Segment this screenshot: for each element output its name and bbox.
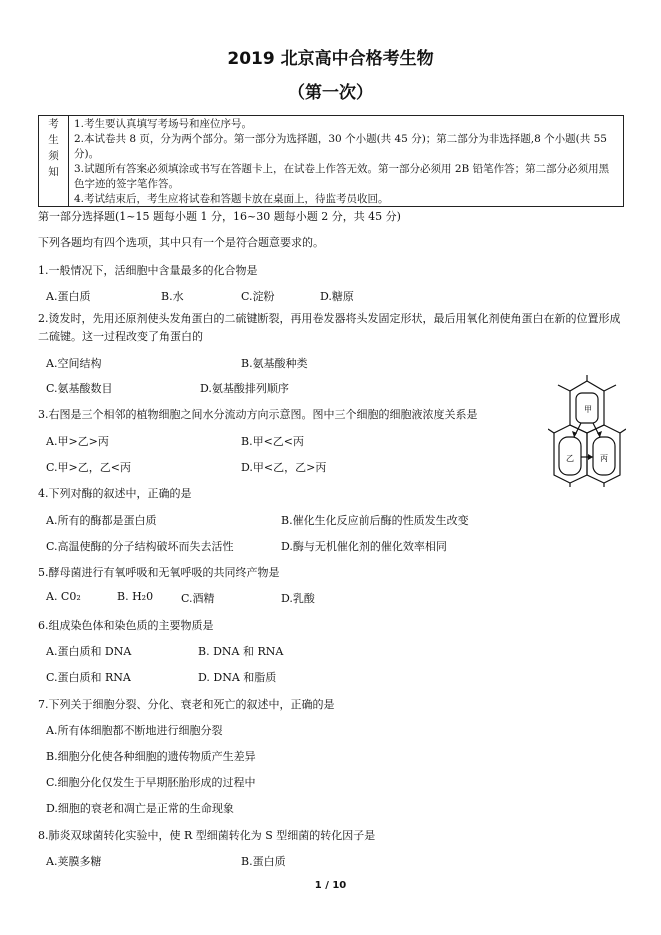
- option: A.所有体细胞都不断地进行细胞分裂: [46, 724, 223, 737]
- cell-label-yi: 乙: [566, 454, 574, 463]
- question-stem: 5.酵母菌进行有氧呼吸和无氧呼吸的共同终产物是: [38, 566, 280, 579]
- option: D.氨基酸排列顺序: [200, 382, 289, 395]
- option: A.空间结构: [46, 357, 102, 370]
- option: A.蛋白质和 DNA: [46, 645, 132, 658]
- notice-item: 1.考生要认真填写考场号和座位序号。: [74, 118, 253, 130]
- option: D. DNA 和脂质: [198, 671, 277, 684]
- option: D.细胞的衰老和凋亡是正常的生命现象: [46, 802, 234, 815]
- option: A.荚膜多糖: [46, 855, 102, 868]
- page-title: 2019 北京高中合格考生物: [227, 49, 434, 69]
- option: A.所有的酶都是蛋白质: [46, 514, 157, 527]
- option: B.细胞分化使各种细胞的遗传物质产生差异: [46, 750, 256, 763]
- question-stem: 2.烫发时，先用还原剂使头发角蛋白的二硫键断裂，再用卷发器将头发固定形状，最后用氧化剂使角蛋白在新的位置形成二硫键。这一过程改变了角蛋白的: [38, 312, 621, 343]
- option: C.甲>乙，乙<丙: [46, 461, 131, 474]
- notice-side-char: 考: [48, 118, 59, 130]
- part1-header: 第一部分选择题(1~15 题每小题 1 分，16~30 题每小题 2 分，共 45 分): [38, 210, 401, 223]
- notice-item: 4.考试结束后，考生应将试卷和答题卡放在桌面上，待监考员收回。: [74, 193, 389, 205]
- question-stem: 1.一般情况下，活细胞中含量最多的化合物是: [38, 264, 258, 277]
- option: C.淀粉: [241, 290, 275, 303]
- notice-item: 3.试题所有答案必须填涂或书写在答题卡上，在试卷上作答无效。第一部分必须用 2B 铅笔作答；第二部分必须用黑色字迹的签字笔作答。: [74, 163, 610, 190]
- page-subtitle: （第一次）: [288, 83, 373, 103]
- question-stem: 4.下列对酶的叙述中，正确的是: [38, 487, 192, 500]
- notice-body: [74, 117, 619, 207]
- option: B.水: [161, 290, 184, 303]
- instruction: 下列各题均有四个选项，其中只有一个是符合题意要求的。: [38, 236, 324, 249]
- option: D.酶与无机催化剂的催化效率相同: [281, 540, 447, 553]
- option: B.甲<乙<丙: [241, 435, 305, 448]
- option: C.蛋白质和 RNA: [46, 671, 131, 684]
- notice-item: 2.本试卷共 8 页，分为两个部分。第一部分为选择题，30 个小题(共 45 分)；第二部分为非选择题,8 个小题(共 55 分)。: [74, 133, 607, 160]
- option: D.乳酸: [281, 592, 315, 605]
- option: B. DNA 和 RNA: [198, 645, 284, 658]
- cell-label-jia: 甲: [584, 405, 592, 414]
- notice-side-char: 知: [48, 166, 59, 178]
- option: B.催化生化反应前后酶的性质发生改变: [281, 514, 469, 527]
- arrow-head-icon: [588, 454, 593, 460]
- option: A.甲>乙>丙: [46, 435, 109, 448]
- cell-label-bing: 丙: [600, 454, 608, 463]
- option: D.糖原: [320, 290, 354, 303]
- option: D.甲<乙，乙>丙: [241, 461, 327, 474]
- question-stem: 8.肺炎双球菌转化实验中，使 R 型细菌转化为 S 型细菌的转化因子是: [38, 829, 376, 842]
- option: C.酒精: [181, 592, 215, 605]
- option: C.氨基酸数目: [46, 382, 113, 395]
- question-stem: 6.组成染色体和染色质的主要物质是: [38, 619, 214, 632]
- option: C.细胞分化仅发生于早期胚胎形成的过程中: [46, 776, 256, 789]
- option: A.蛋白质: [46, 290, 91, 303]
- notice-box: [38, 115, 624, 207]
- question-stem: 3.右图是三个相邻的植物细胞之间水分流动方向示意图。图中三个细胞的细胞液浓度关系是: [38, 408, 478, 421]
- plant-cells-figure: [548, 375, 626, 487]
- notice-side-char: 须: [48, 150, 59, 162]
- notice-side-label: [39, 116, 69, 206]
- option: A. C0₂: [46, 590, 81, 603]
- option: B.氨基酸种类: [241, 357, 308, 370]
- option: C.高温使酶的分子结构破坏而失去活性: [46, 540, 234, 553]
- notice-side-char: 生: [48, 134, 59, 146]
- option: B. H₂0: [117, 590, 154, 603]
- question-stem: 7.下列关于细胞分裂、分化、衰老和死亡的叙述中，正确的是: [38, 698, 335, 711]
- page-number: 1 / 10: [314, 880, 347, 891]
- option: B.蛋白质: [241, 855, 286, 868]
